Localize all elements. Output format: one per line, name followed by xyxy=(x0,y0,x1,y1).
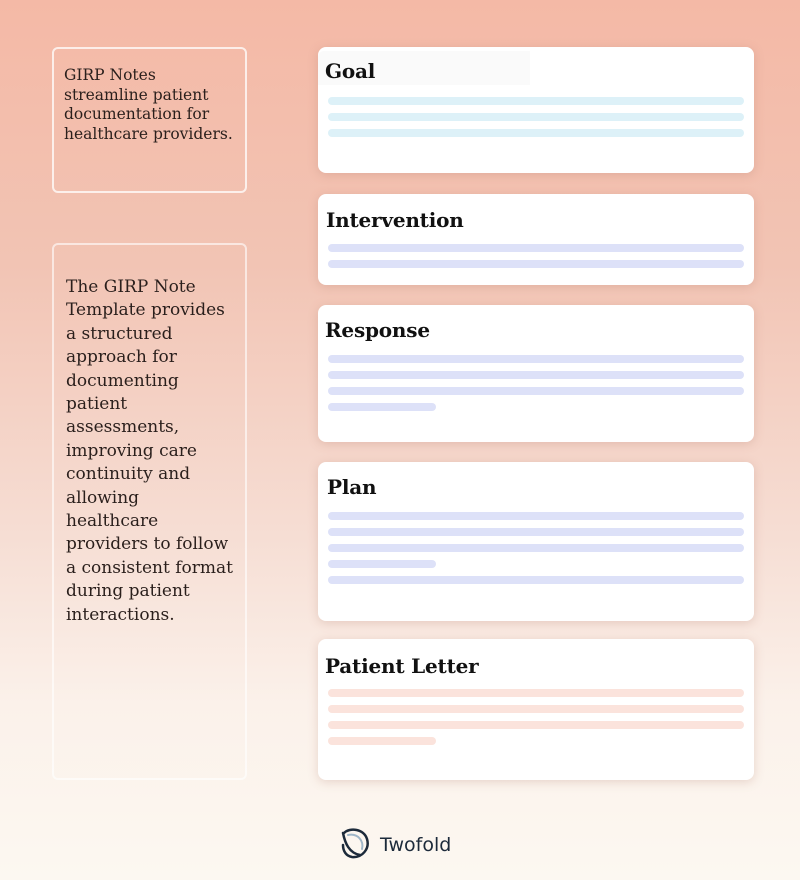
card-response xyxy=(318,305,754,442)
card-goal xyxy=(318,47,754,173)
placeholder-line xyxy=(328,113,744,121)
placeholder-line xyxy=(328,576,744,584)
card-title-plan: Plan xyxy=(327,475,377,499)
description-box xyxy=(52,243,247,780)
card-title-response: Response xyxy=(325,318,430,342)
placeholder-line xyxy=(328,260,744,268)
description-text: The GIRP Note Template provides a structured approach for documenting patient assessments, improving care continuity and allowing healthcare providers to follow a consistent format during patient interactions. xyxy=(66,277,233,625)
placeholder-line xyxy=(328,129,744,137)
placeholder-line xyxy=(328,705,744,713)
placeholder-line xyxy=(328,528,744,536)
summary-text: GIRP Notes streamline patient documentation for healthcare providers. xyxy=(64,66,233,143)
placeholder-line xyxy=(328,721,744,729)
placeholder-line xyxy=(328,403,436,411)
placeholder-line xyxy=(328,97,744,105)
placeholder-line xyxy=(328,544,744,552)
card-title-intervention: Intervention xyxy=(326,208,464,232)
placeholder-line xyxy=(328,387,744,395)
twofold-logo xyxy=(340,827,451,863)
summary-box xyxy=(52,47,247,193)
card-patient-letter xyxy=(318,639,754,780)
placeholder-line xyxy=(328,512,744,520)
placeholder-line xyxy=(328,560,436,568)
twofold-logo-icon xyxy=(340,827,370,863)
card-intervention xyxy=(318,194,754,285)
placeholder-line xyxy=(328,737,436,745)
card-plan xyxy=(318,462,754,621)
placeholder-line xyxy=(328,689,744,697)
placeholder-line xyxy=(328,355,744,363)
placeholder-line xyxy=(328,371,744,379)
card-title-goal: Goal xyxy=(325,59,376,83)
brand-name: Twofold xyxy=(380,834,452,856)
card-title-patient-letter: Patient Letter xyxy=(325,654,479,678)
placeholder-line xyxy=(328,244,744,252)
